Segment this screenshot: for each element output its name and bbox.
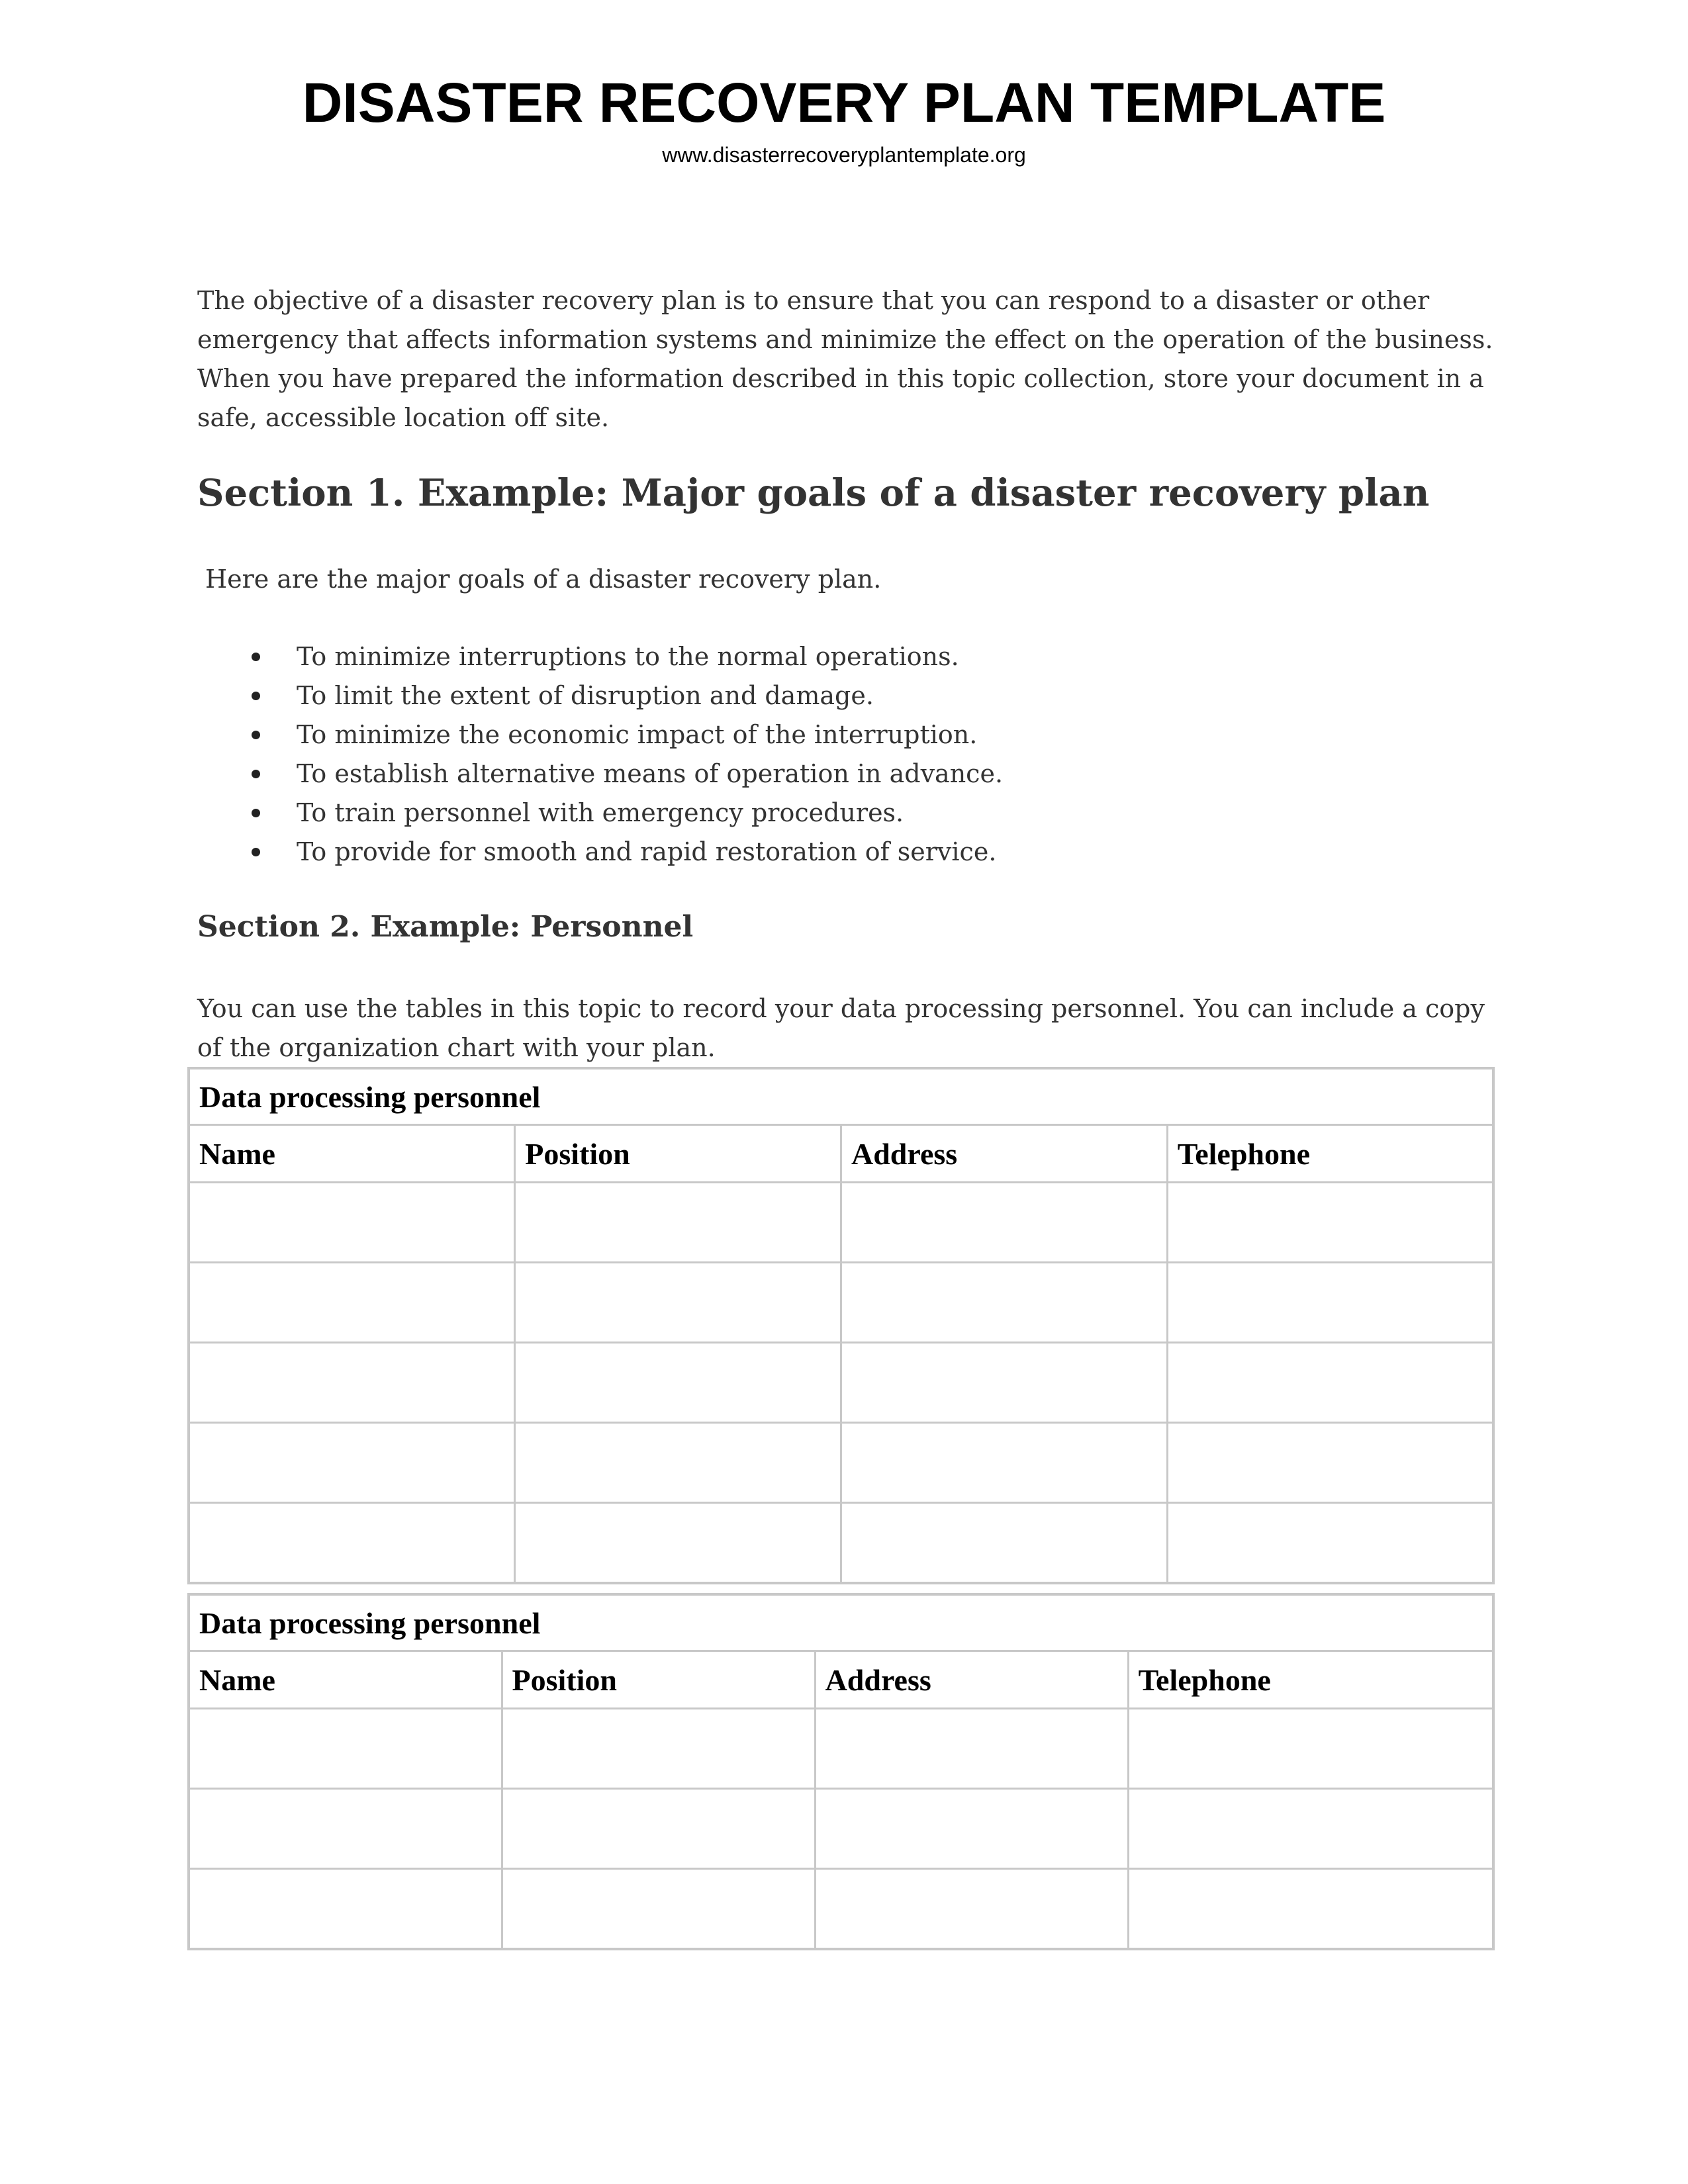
table-title: Data processing personnel xyxy=(189,1068,1493,1125)
website-url: www.disasterrecoveryplantemplate.org xyxy=(662,143,1026,167)
goal-text: To limit the extent of disruption and damage. xyxy=(297,681,874,710)
empty-cell[interactable] xyxy=(815,1869,1128,1950)
empty-cell[interactable] xyxy=(189,1789,502,1869)
table-row xyxy=(189,1183,1493,1263)
table-row xyxy=(189,1869,1493,1950)
empty-cell[interactable] xyxy=(1128,1869,1493,1950)
column-header-telephone: Telephone xyxy=(1167,1125,1493,1183)
table-header-row xyxy=(189,1651,1493,1709)
empty-cell[interactable] xyxy=(189,1183,515,1263)
bullet-icon xyxy=(252,653,260,661)
goal-text: To train personnel with emergency procedures. xyxy=(297,798,904,827)
empty-cell[interactable] xyxy=(1167,1423,1493,1503)
table-row xyxy=(189,1263,1493,1343)
empty-cell[interactable] xyxy=(189,1423,515,1503)
empty-cell[interactable] xyxy=(515,1503,841,1584)
table-row xyxy=(189,1709,1493,1789)
goal-text: To minimize interruptions to the normal operations. xyxy=(297,642,959,671)
table-row xyxy=(189,1503,1493,1584)
empty-cell[interactable] xyxy=(1167,1503,1493,1584)
section-1-heading: Section 1. Example: Major goals of a disaster recovery plan xyxy=(197,471,1430,515)
section-2-heading: Section 2. Example: Personnel xyxy=(197,910,694,944)
empty-cell[interactable] xyxy=(515,1423,841,1503)
empty-cell[interactable] xyxy=(841,1503,1168,1584)
goal-text: To minimize the economic impact of the interruption. xyxy=(297,720,978,749)
column-header-telephone: Telephone xyxy=(1128,1651,1493,1709)
empty-cell[interactable] xyxy=(189,1709,502,1789)
intro-paragraph: The objective of a disaster recovery plan is to ensure that you can respond to a disaster or other emergency that affects information systems and minimize the effect on the operation of the business. When you have prepared the information described in this topic collection, store your document in a safe, accessible location off site. xyxy=(197,286,1493,432)
column-header-address: Address xyxy=(815,1651,1128,1709)
empty-cell[interactable] xyxy=(841,1183,1168,1263)
empty-cell[interactable] xyxy=(515,1343,841,1423)
empty-cell[interactable] xyxy=(515,1263,841,1343)
personnel-table-1 xyxy=(187,1067,1495,1584)
empty-cell[interactable] xyxy=(502,1789,815,1869)
bullet-icon xyxy=(252,809,260,817)
table-row xyxy=(189,1789,1493,1869)
list-item xyxy=(0,794,1003,833)
table-title-row xyxy=(189,1068,1493,1125)
bullet-icon xyxy=(252,770,260,778)
column-header-name: Name xyxy=(189,1651,502,1709)
empty-cell[interactable] xyxy=(815,1789,1128,1869)
empty-cell[interactable] xyxy=(1128,1789,1493,1869)
table-title-row xyxy=(189,1594,1493,1651)
table-row xyxy=(189,1423,1493,1503)
empty-cell[interactable] xyxy=(189,1503,515,1584)
bullet-icon xyxy=(252,731,260,739)
goal-text: To provide for smooth and rapid restoration of service. xyxy=(297,837,997,866)
column-header-position: Position xyxy=(515,1125,841,1183)
column-header-name: Name xyxy=(189,1125,515,1183)
column-header-address: Address xyxy=(841,1125,1168,1183)
empty-cell[interactable] xyxy=(189,1869,502,1950)
list-item xyxy=(0,754,1003,794)
empty-cell[interactable] xyxy=(502,1869,815,1950)
empty-cell[interactable] xyxy=(189,1343,515,1423)
list-item xyxy=(0,715,1003,754)
table-row xyxy=(189,1343,1493,1423)
table-header-row xyxy=(189,1125,1493,1183)
goal-text: To establish alternative means of operation in advance. xyxy=(297,759,1004,788)
list-item xyxy=(0,637,1003,676)
empty-cell[interactable] xyxy=(1167,1183,1493,1263)
bullet-icon xyxy=(252,692,260,700)
document-title: DISASTER RECOVERY PLAN TEMPLATE xyxy=(302,71,1386,134)
section-1-intro: Here are the major goals of a disaster recovery plan. xyxy=(205,565,882,594)
list-item xyxy=(0,676,1003,715)
column-header-position: Position xyxy=(502,1651,815,1709)
empty-cell[interactable] xyxy=(841,1343,1168,1423)
empty-cell[interactable] xyxy=(1167,1343,1493,1423)
personnel-table-2 xyxy=(187,1593,1495,1950)
list-item xyxy=(0,833,1003,872)
empty-cell[interactable] xyxy=(1128,1709,1493,1789)
empty-cell[interactable] xyxy=(515,1183,841,1263)
empty-cell[interactable] xyxy=(502,1709,815,1789)
table-title: Data processing personnel xyxy=(189,1594,1493,1651)
empty-cell[interactable] xyxy=(841,1423,1168,1503)
empty-cell[interactable] xyxy=(841,1263,1168,1343)
empty-cell[interactable] xyxy=(189,1263,515,1343)
goals-list xyxy=(0,637,1003,872)
empty-cell[interactable] xyxy=(815,1709,1128,1789)
bullet-icon xyxy=(252,848,260,856)
empty-cell[interactable] xyxy=(1167,1263,1493,1343)
section-2-paragraph: You can use the tables in this topic to record your data processing personnel. You can include a copy of the organization chart with your plan. xyxy=(197,994,1485,1062)
